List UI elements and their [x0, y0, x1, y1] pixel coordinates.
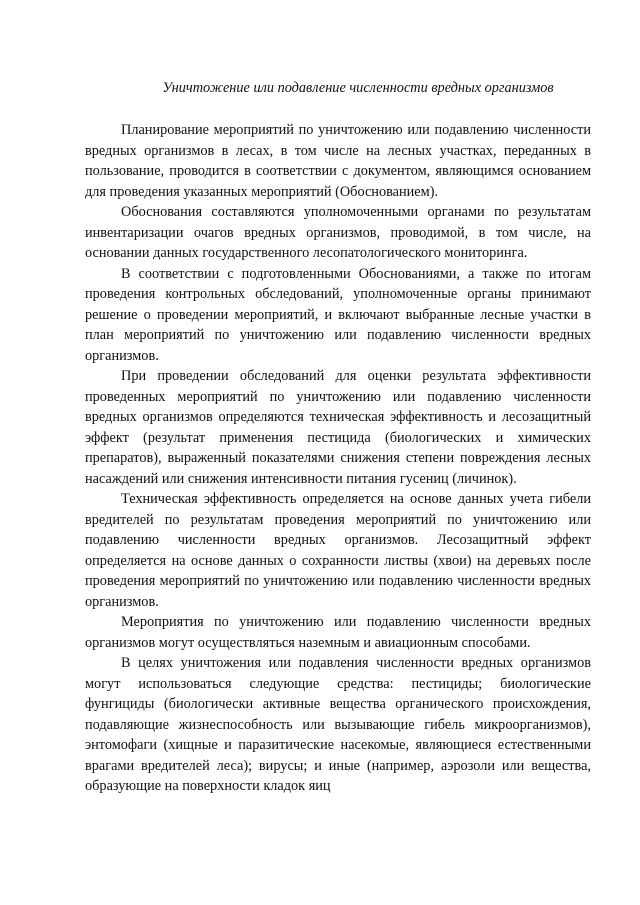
paragraph: В соответствии с подготовленными Обоснованиями, а также по итогам проведения контрольных обследований, уполномоченные органы принимают решение о проведении мероприятий, и включают выбранные лесные участки в план мероприятий по уничтожению или подавлению численности вредных организмов.	[85, 265, 591, 364]
section-heading: Уничтожение или подавление численности вредных организмов	[162, 80, 554, 96]
paragraph: Обоснования составляются уполномоченными органами по результатам инвентаризации очагов вредных организмов, проводимой, в том числе, на основании данных государственного лесопатологического мониторинга.	[85, 204, 591, 261]
paragraph: Техническая эффективность определяется на основе данных учета гибели вредителей по результатам проведения мероприятий по уничтожению или подавлению численности вредных организмов. Лесозащитный эффект определяется на основе данных о сохранности листвы (хвои) на деревьях после проведения мероприятий по уничтожению или подавлению численности вредных организмов.	[85, 491, 591, 610]
paragraph: Мероприятия по уничтожению или подавлению численности вредных организмов могут осуществляться наземным и авиационным способами.	[85, 614, 591, 651]
body-text	[85, 120, 591, 797]
paragraph: Планирование мероприятий по уничтожению или подавлению численности вредных организмов в лесах, в том числе на лесных участках, переданных в пользование, проводится в соответствии с документом, являющимся основанием для проведения указанных мероприятий (Обоснованием).	[85, 122, 591, 200]
paragraph: В целях уничтожения или подавления численности вредных организмов могут использоваться следующие средства: пестициды; биологические фунгициды (биологически активные вещества органического происхождения, подавляющие жизнеспособность или вызывающие гибель микроорганизмов), энтомофаги (хищные и паразитические насекомые, являющиеся естественными врагами вредителей леса); вирусы; и иные (например, аэрозоли или вещества, образующие на поверхности кладок яиц	[85, 655, 591, 794]
paragraph: При проведении обследований для оценки результата эффективности проведенных мероприятий по уничтожению или подавлению численности вредных организмов определяются техническая эффективность и лесозащитный эффект (результат применения пестицида (биологических и химических препаратов), выраженный показателями снижения степени повреждения лесных насаждений или снижения интенсивности питания гусениц (личинок).	[85, 368, 591, 487]
